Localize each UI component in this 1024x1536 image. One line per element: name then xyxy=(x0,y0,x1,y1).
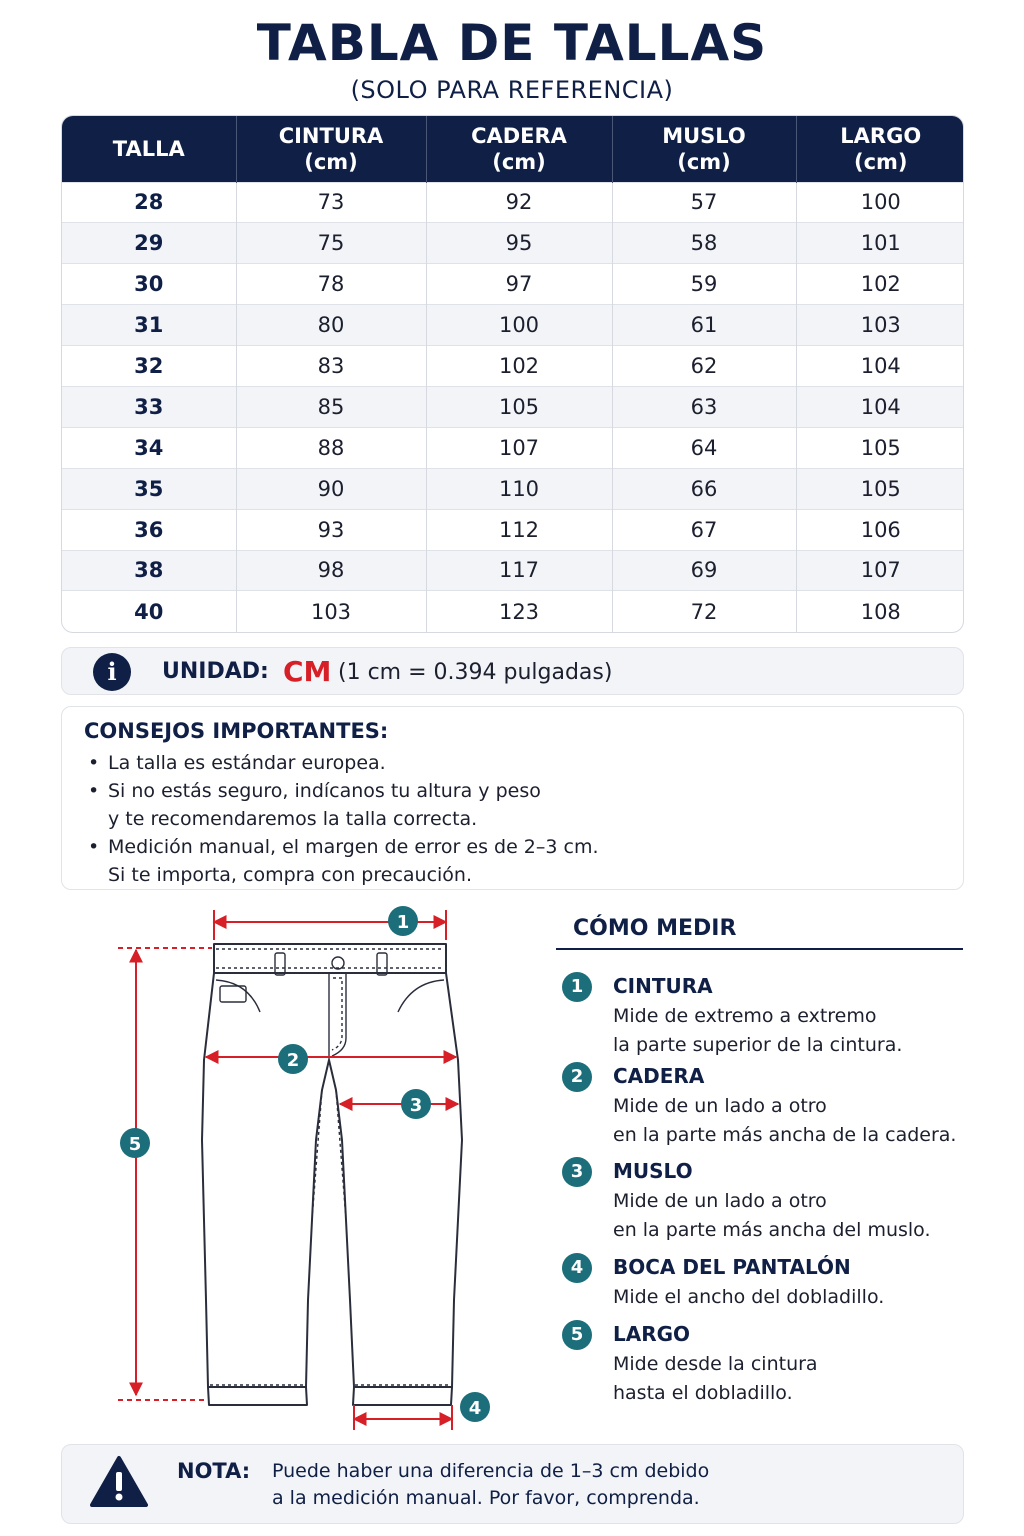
measure-cell: 93 xyxy=(236,509,426,550)
table-row xyxy=(62,509,964,550)
step-description-line: Mide desde la cintura xyxy=(613,1353,818,1375)
measure-cell: 103 xyxy=(796,305,964,346)
table-body xyxy=(62,182,964,632)
column-header-label: LARGO xyxy=(840,123,922,148)
warning-icon xyxy=(90,1455,148,1509)
measure-cell: 61 xyxy=(612,305,796,346)
size-cell: 40 xyxy=(62,591,236,632)
measure-cell: 80 xyxy=(236,305,426,346)
marker-3 xyxy=(401,1089,431,1119)
column-header-label: MUSLO xyxy=(662,123,746,148)
measure-cell: 95 xyxy=(426,223,612,264)
step-number-badge: 5 xyxy=(562,1320,592,1350)
size-cell: 30 xyxy=(62,264,236,305)
measure-cell: 98 xyxy=(236,550,426,591)
measure-cell: 112 xyxy=(426,509,612,550)
measure-cell: 67 xyxy=(612,509,796,550)
step-number-badge: 4 xyxy=(562,1253,592,1283)
step-number-badge: 1 xyxy=(562,972,592,1002)
marker-2 xyxy=(278,1044,308,1074)
tips-list xyxy=(84,749,599,889)
table-row xyxy=(62,468,964,509)
column-header-largo xyxy=(796,116,964,182)
note-text xyxy=(272,1458,709,1512)
measure-cell: 105 xyxy=(796,468,964,509)
step-title: CINTURA xyxy=(613,974,713,998)
unit-label: UNIDAD: xyxy=(162,659,269,684)
size-cell: 31 xyxy=(62,305,236,346)
measure-cell: 104 xyxy=(796,346,964,387)
size-cell: 28 xyxy=(62,182,236,223)
table-row xyxy=(62,346,964,387)
table-row xyxy=(62,264,964,305)
measure-cell: 107 xyxy=(796,550,964,591)
column-header-label: CADERA xyxy=(471,123,567,148)
table-row xyxy=(62,182,964,223)
tip-item xyxy=(84,749,599,777)
table-row xyxy=(62,305,964,346)
measure-cell: 107 xyxy=(426,427,612,468)
measure-cell: 110 xyxy=(426,468,612,509)
table-row xyxy=(62,427,964,468)
measure-cell: 100 xyxy=(426,305,612,346)
step-number-badge: 3 xyxy=(562,1157,592,1187)
measure-cell: 78 xyxy=(236,264,426,305)
size-table xyxy=(61,115,964,633)
size-cell: 34 xyxy=(62,427,236,468)
measure-cell: 66 xyxy=(612,468,796,509)
measure-cell: 101 xyxy=(796,223,964,264)
table-row xyxy=(62,386,964,427)
size-cell: 33 xyxy=(62,386,236,427)
size-cell: 38 xyxy=(62,550,236,591)
measure-cell: 105 xyxy=(796,427,964,468)
step-title: MUSLO xyxy=(613,1159,693,1183)
measure-cell: 103 xyxy=(236,591,426,632)
step-description-line: la parte superior de la cintura. xyxy=(613,1033,903,1056)
pants-outline xyxy=(202,944,462,1405)
measure-cell: 92 xyxy=(426,182,612,223)
table-header-row xyxy=(62,116,964,182)
step-description xyxy=(613,1350,818,1407)
step-description-line: Mide el ancho del dobladillo. xyxy=(613,1286,885,1308)
marker-1 xyxy=(388,906,418,936)
step-description-line: Mide de un lado a otro xyxy=(613,1095,827,1117)
measure-cell: 58 xyxy=(612,223,796,264)
column-header-label: TALLA xyxy=(112,136,185,161)
column-header-unit: (cm) xyxy=(853,149,908,174)
marker-5 xyxy=(120,1128,150,1158)
measure-cell: 64 xyxy=(612,427,796,468)
step-description-line: en la parte más ancha del muslo. xyxy=(613,1218,931,1241)
tip-item xyxy=(84,833,599,889)
column-header-talla xyxy=(62,116,236,182)
size-cell: 36 xyxy=(62,509,236,550)
measure-cell: 102 xyxy=(796,264,964,305)
info-icon: i xyxy=(93,653,131,691)
tip-line: • Si no estás seguro, indícanos tu altura y peso xyxy=(108,780,541,802)
svg-text:3: 3 xyxy=(409,1095,423,1116)
note-line: Puede haber una diferencia de 1–3 cm debido xyxy=(272,1460,710,1482)
table-row xyxy=(62,591,964,632)
step-description xyxy=(613,1092,956,1149)
measure-cell: 83 xyxy=(236,346,426,387)
note-box xyxy=(61,1444,964,1524)
measure-cell: 59 xyxy=(612,264,796,305)
measure-cell: 97 xyxy=(426,264,612,305)
tips-title: CONSEJOS IMPORTANTES: xyxy=(84,719,389,743)
column-header-unit: (cm) xyxy=(492,149,546,174)
column-header-label: CINTURA xyxy=(278,123,384,148)
tips-box xyxy=(61,706,964,890)
table-row xyxy=(62,223,964,264)
measure-cell: 69 xyxy=(612,550,796,591)
step-description-line: hasta el dobladillo. xyxy=(613,1381,793,1404)
step-title: CADERA xyxy=(613,1064,705,1088)
measure-cell: 63 xyxy=(612,386,796,427)
page-subtitle: (SOLO PARA REFERENCIA) xyxy=(350,76,674,104)
measure-cell: 62 xyxy=(612,346,796,387)
svg-text:5: 5 xyxy=(128,1134,142,1155)
measure-cell: 72 xyxy=(612,591,796,632)
step-number-badge: 2 xyxy=(562,1062,592,1092)
how-to-title: CÓMO MEDIR xyxy=(573,916,737,941)
how-to-divider xyxy=(556,948,963,950)
tip-line: Si te importa, compra con precaución. xyxy=(108,864,473,886)
unit-box xyxy=(61,647,964,695)
page-title: TABLA DE TALLAS xyxy=(256,14,768,72)
tip-line: • La talla es estándar europea. xyxy=(108,752,386,774)
step-description xyxy=(613,1283,884,1312)
measure-cell: 108 xyxy=(796,591,964,632)
svg-text:2: 2 xyxy=(286,1050,300,1071)
step-title: BOCA DEL PANTALÓN xyxy=(613,1255,851,1279)
note-line: a la medición manual. Por favor, comprenda. xyxy=(272,1487,700,1509)
measure-cell: 85 xyxy=(236,386,426,427)
measure-cell: 100 xyxy=(796,182,964,223)
column-header-cintura xyxy=(236,116,426,182)
column-header-muslo xyxy=(612,116,796,182)
measure-cell: 57 xyxy=(612,182,796,223)
size-cell: 35 xyxy=(62,468,236,509)
column-header-cadera xyxy=(426,116,612,182)
measure-cell: 104 xyxy=(796,386,964,427)
measure-cell: 123 xyxy=(426,591,612,632)
tip-line: y te recomendaremos la talla correcta. xyxy=(108,808,478,830)
measure-cell: 73 xyxy=(236,182,426,223)
note-label: NOTA: xyxy=(177,1459,251,1483)
measure-cell: 105 xyxy=(426,386,612,427)
size-cell: 29 xyxy=(62,223,236,264)
measure-cell: 117 xyxy=(426,550,612,591)
svg-text:4: 4 xyxy=(468,1398,482,1419)
step-description xyxy=(613,1187,931,1244)
unit-value: CM xyxy=(283,655,332,688)
step-description-line: Mide de extremo a extremo xyxy=(613,1005,877,1027)
marker-4 xyxy=(460,1392,490,1422)
step-description xyxy=(613,1002,902,1059)
step-description-line: en la parte más ancha de la cadera. xyxy=(613,1123,957,1146)
pants-diagram xyxy=(100,900,520,1440)
step-description-line: Mide de un lado a otro xyxy=(613,1190,827,1212)
column-header-unit: (cm) xyxy=(304,149,358,174)
unit-conversion: (1 cm = 0.394 pulgadas) xyxy=(338,660,613,685)
measure-cell: 102 xyxy=(426,346,612,387)
tip-item xyxy=(84,777,599,833)
column-header-unit: (cm) xyxy=(677,149,731,174)
measure-cell: 75 xyxy=(236,223,426,264)
tip-line: • Medición manual, el margen de error es de 2–3 cm. xyxy=(108,836,599,858)
step-title: LARGO xyxy=(613,1322,691,1346)
table-row xyxy=(62,550,964,591)
svg-text:1: 1 xyxy=(396,912,410,933)
size-cell: 32 xyxy=(62,346,236,387)
measure-cell: 90 xyxy=(236,468,426,509)
measure-cell: 106 xyxy=(796,509,964,550)
measure-cell: 88 xyxy=(236,427,426,468)
